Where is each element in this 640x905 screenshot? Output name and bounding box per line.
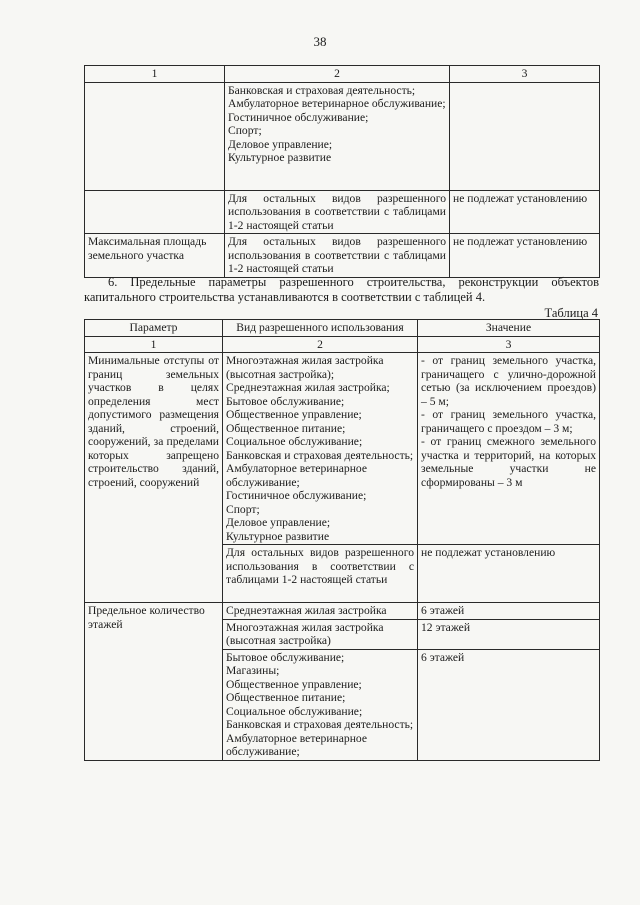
param-cell [85, 190, 225, 234]
value-cell: 6 этажей [418, 649, 600, 760]
param-cell [85, 82, 225, 190]
param-cell: Минимальные отступы от границ земельных участков в целях определения мест допустимого размещения зданий, строений, сооружений, за пределами которых запрещено строительство зданий, строений, сооружений [85, 353, 223, 603]
uses-cell: Бытовое обслуживание; Магазины; Общественное управление; Общественное питание; Социальное обслуживание; Банковская и страховая деятельность; Амбулаторное ветеринарное обслуживание; [223, 649, 418, 760]
value-cell: не подлежат установлению [450, 190, 600, 234]
header-cell: 1 [85, 66, 225, 83]
uses-cell: Многоэтажная жилая застройка (высотная застройка); Среднеэтажная жилая застройка; Бытовое обслуживание; Общественное управление; Общественное питание; Социальное обслуживание; Банковская и страховая деятельность; Амбулаторное ветеринарное обслуживание; Гостиничное обслуживание; Спорт; Деловое управление; Культурное развитие [223, 353, 418, 545]
value-cell: 6 этажей [418, 603, 600, 620]
header-cell: Значение [418, 320, 600, 337]
header-cell: 3 [450, 66, 600, 83]
table-4 [84, 319, 600, 761]
value-cell [450, 82, 600, 190]
number-cell: 1 [85, 336, 223, 353]
table-label: Таблица 4 [544, 306, 598, 320]
paragraph: 6. Предельные параметры разрешенного строительства, реконструкции объектов капитального строительства устанавливаются в соответствии с таблицей 4. [84, 275, 599, 304]
table-header-row [85, 320, 600, 337]
uses-cell: Для остальных видов разрешенного использования в соответствии с таблицами 1-2 настоящей статьи [225, 234, 450, 278]
table-row [85, 190, 600, 234]
header-cell: 2 [225, 66, 450, 83]
page-number: 38 [313, 34, 327, 49]
param-cell: Максимальная площадь земельного участка [85, 234, 225, 278]
table-row [85, 353, 600, 545]
table-number-row [85, 336, 600, 353]
table-row [85, 82, 600, 190]
uses-cell: Среднеэтажная жилая застройка [223, 603, 418, 620]
uses-cell: Для остальных видов разрешенного использования в соответствии с таблицами 1-2 настоящей статьи [225, 190, 450, 234]
uses-cell: Банковская и страховая деятельность; Амбулаторное ветеринарное обслуживание; Гостиничное обслуживание; Спорт; Деловое управление; Культурное развитие [225, 82, 450, 190]
table-header-row [85, 66, 600, 83]
table-3-continued [84, 65, 600, 278]
number-cell: 2 [223, 336, 418, 353]
param-cell: Предельное количество этажей [85, 603, 223, 761]
number-cell: 3 [418, 336, 600, 353]
header-cell: Вид разрешенного использования [223, 320, 418, 337]
table-row [85, 234, 600, 278]
value-cell: не подлежат установлению [450, 234, 600, 278]
value-cell [418, 353, 600, 545]
value-line: - от границ смежного земельного участка и территорий, на которых земельные участки не сформированы – 3 м [421, 435, 596, 489]
value-line: - от границ земельного участка, граничащего с улично-дорожной сетью (за исключением проездов) – 5 м; [421, 354, 596, 408]
value-cell: не подлежат установлению [418, 545, 600, 603]
header-cell: Параметр [85, 320, 223, 337]
table-row [85, 603, 600, 620]
value-cell: 12 этажей [418, 619, 600, 649]
value-line: - от границ земельного участка, граничащего с проездом – 3 м; [421, 408, 596, 435]
uses-cell: Многоэтажная жилая застройка (высотная застройка) [223, 619, 418, 649]
uses-cell: Для остальных видов разрешенного использования в соответствии с таблицами 1-2 настоящей статьи [223, 545, 418, 603]
